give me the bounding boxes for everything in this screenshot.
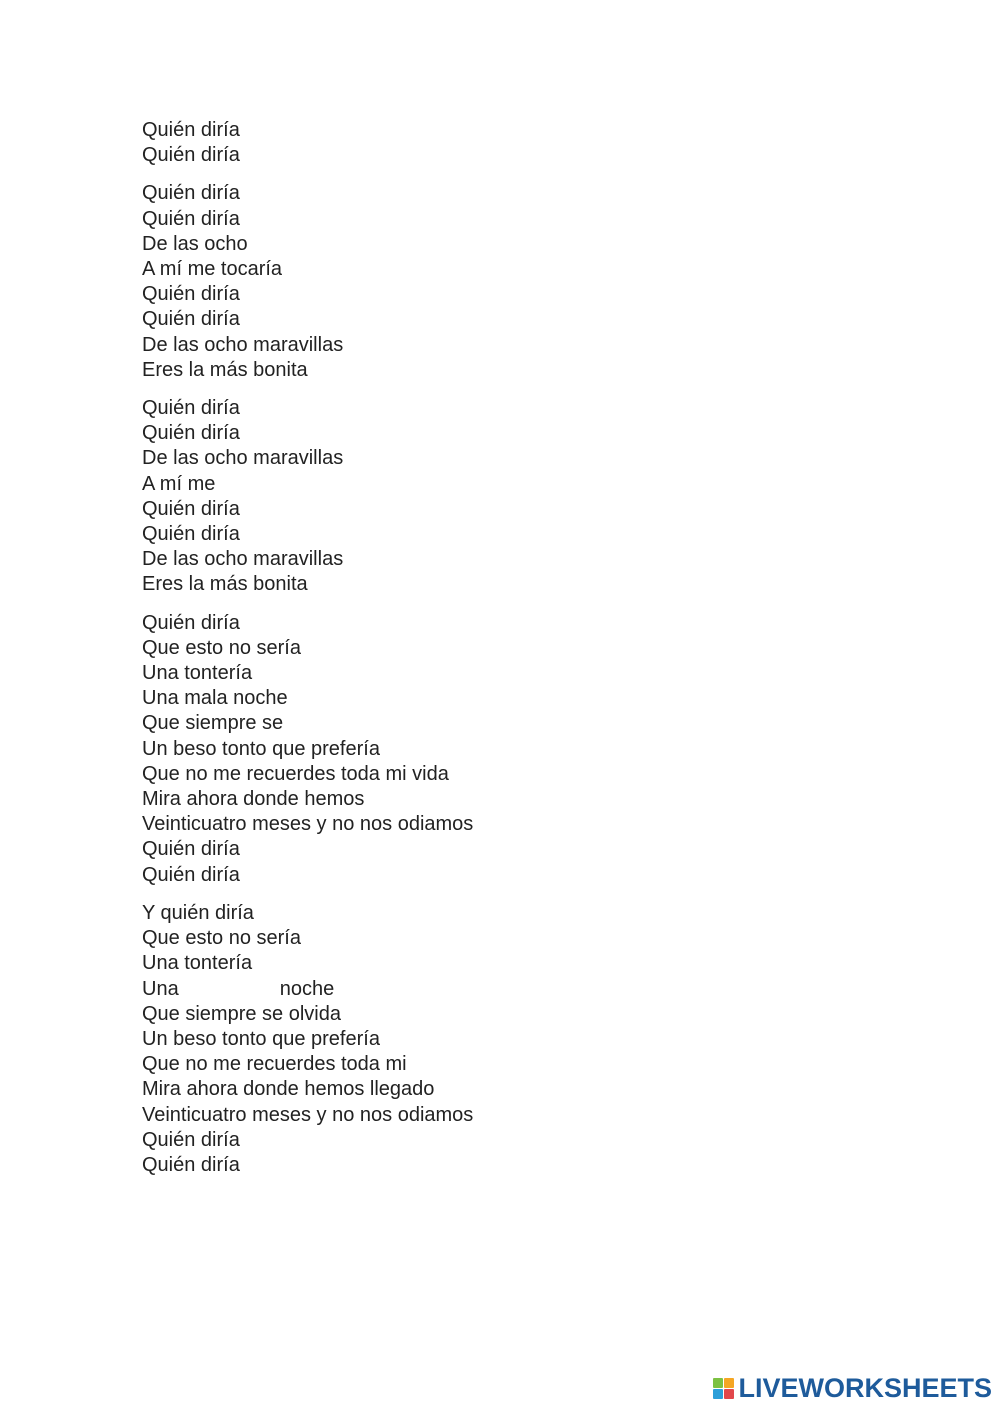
logo-square-icon bbox=[713, 1389, 723, 1399]
lyric-line: Quién diría bbox=[142, 182, 240, 205]
lyric-fragment: Una bbox=[142, 977, 179, 1000]
lyric-line: Que no me recuerdes toda mi vida bbox=[142, 762, 449, 785]
lyric-line: Que esto no sería bbox=[142, 636, 301, 659]
lyric-line: Quién diría bbox=[142, 283, 240, 306]
lyric-line: Un beso tonto que prefería bbox=[142, 737, 380, 760]
lyric-line: A mí me bbox=[142, 472, 216, 495]
lyric-line: Quién diría bbox=[142, 497, 240, 520]
lyric-line: A mí me tocaría bbox=[142, 258, 283, 281]
lyric-line: Quién diría bbox=[142, 1128, 240, 1151]
lyric-line: Que no me recuerdes toda mi bbox=[142, 1053, 407, 1076]
liveworksheets-icon bbox=[713, 1378, 734, 1399]
lyric-line: Quién diría bbox=[142, 611, 240, 634]
lyric-line-with-blank bbox=[142, 977, 942, 1002]
stanza-2 bbox=[142, 181, 942, 383]
lyric-line: De las ocho maravillas bbox=[142, 333, 344, 356]
lyrics-body bbox=[142, 118, 942, 1191]
lyric-line: Quién diría bbox=[142, 838, 240, 861]
lyric-line: Quién diría bbox=[142, 422, 240, 445]
liveworksheets-logo bbox=[713, 1373, 992, 1403]
lyric-line: Quién diría bbox=[142, 207, 240, 230]
lyric-line: Quién diría bbox=[142, 119, 240, 141]
stanza-1 bbox=[142, 118, 942, 168]
lyric-line: De las ocho bbox=[142, 232, 248, 255]
lyric-line: Quién diría bbox=[142, 1153, 240, 1176]
logo-square-icon bbox=[724, 1389, 734, 1399]
lyric-line: Quién diría bbox=[142, 523, 240, 546]
lyric-line: Eres la más bonita bbox=[142, 358, 308, 381]
lyric-line: Que esto no sería bbox=[142, 927, 301, 950]
lyric-line: Una tontería bbox=[142, 952, 253, 975]
lyric-line: Quién diría bbox=[142, 308, 240, 331]
lyric-line: Quién diría bbox=[142, 397, 240, 420]
lyric-line: Que siempre se bbox=[142, 712, 284, 735]
lyric-line: Quién diría bbox=[142, 863, 240, 886]
lyric-fragment: noche bbox=[279, 977, 335, 1000]
lyric-line: Una tontería bbox=[142, 662, 253, 685]
brand-name: LIVEWORKSHEETS bbox=[738, 1372, 992, 1403]
lyric-line: Veinticuatro meses y no nos odiamos bbox=[142, 1103, 474, 1126]
lyric-line: Que siempre se olvida bbox=[142, 1002, 341, 1025]
stanza-3 bbox=[142, 396, 942, 598]
lyric-line: Quién diría bbox=[142, 144, 240, 167]
logo-square-icon bbox=[724, 1378, 734, 1388]
stanza-5 bbox=[142, 901, 942, 1178]
lyric-line: De las ocho maravillas bbox=[142, 447, 344, 470]
lyric-line: De las ocho maravillas bbox=[142, 548, 344, 571]
lyric-line: Una mala noche bbox=[142, 687, 288, 710]
lyric-line: Eres la más bonita bbox=[142, 573, 308, 596]
lyric-line: Mira ahora donde hemos llegado bbox=[142, 1078, 435, 1101]
lyric-line: Y quién diría bbox=[142, 901, 254, 924]
lyric-line: Mira ahora donde hemos bbox=[142, 788, 365, 811]
logo-square-icon bbox=[713, 1378, 723, 1388]
stanza-4 bbox=[142, 611, 942, 888]
lyric-line: Veinticuatro meses y no nos odiamos bbox=[142, 813, 474, 836]
lyric-line: Un beso tonto que prefería bbox=[142, 1027, 380, 1050]
